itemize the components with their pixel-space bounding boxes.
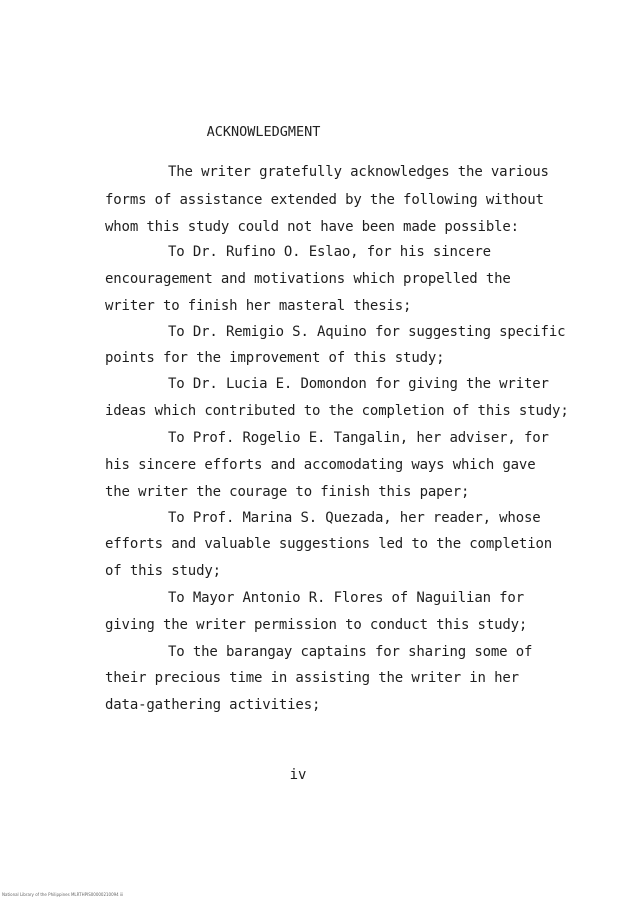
page-title: ACKNOWLEDGMENT xyxy=(206,124,321,140)
library-stamp: National Library of the Philippines MLRTHPIS00000210094 iii xyxy=(2,892,124,897)
body-line-14: To Prof. Marina S. Quezada, her reader, whose xyxy=(168,510,541,526)
body-line-12: his sincere efforts and accomodating ways which gave xyxy=(105,457,536,473)
body-line-20: their precious time in assisting the writer in her xyxy=(105,670,519,686)
body-line-4: To Dr. Rufino O. Eslao, for his sincere xyxy=(168,244,491,260)
body-line-18: giving the writer permission to conduct this study; xyxy=(105,617,528,633)
page-number: iv xyxy=(289,767,307,783)
body-line-17: To Mayor Antonio R. Flores of Naguilian for xyxy=(168,590,524,606)
body-line-10: ideas which contributed to the completion of this study; xyxy=(105,403,569,419)
body-line-15: efforts and valuable suggestions led to the completion xyxy=(105,536,553,552)
body-line-16: of this study; xyxy=(105,563,221,579)
body-line-9: To Dr. Lucia E. Domondon for giving the writer xyxy=(168,376,549,392)
body-line-7: To Dr. Remigio S. Aquino for suggesting specific xyxy=(168,324,566,340)
body-line-19: To the barangay captains for sharing some of xyxy=(168,644,533,660)
body-line-21: data-gathering activities; xyxy=(105,697,321,713)
body-line-13: the writer the courage to finish this paper; xyxy=(105,484,470,500)
body-line-3: whom this study could not have been made possible: xyxy=(105,219,519,235)
body-line-11: To Prof. Rogelio E. Tangalin, her adviser, for xyxy=(168,430,549,446)
body-line-5: encouragement and motivations which propelled the xyxy=(105,271,511,287)
body-line-2: forms of assistance extended by the following without xyxy=(105,192,544,208)
body-line-1: The writer gratefully acknowledges the various xyxy=(168,164,549,180)
body-line-6: writer to finish her masteral thesis; xyxy=(105,298,412,314)
body-line-8: points for the improvement of this study; xyxy=(105,350,445,366)
